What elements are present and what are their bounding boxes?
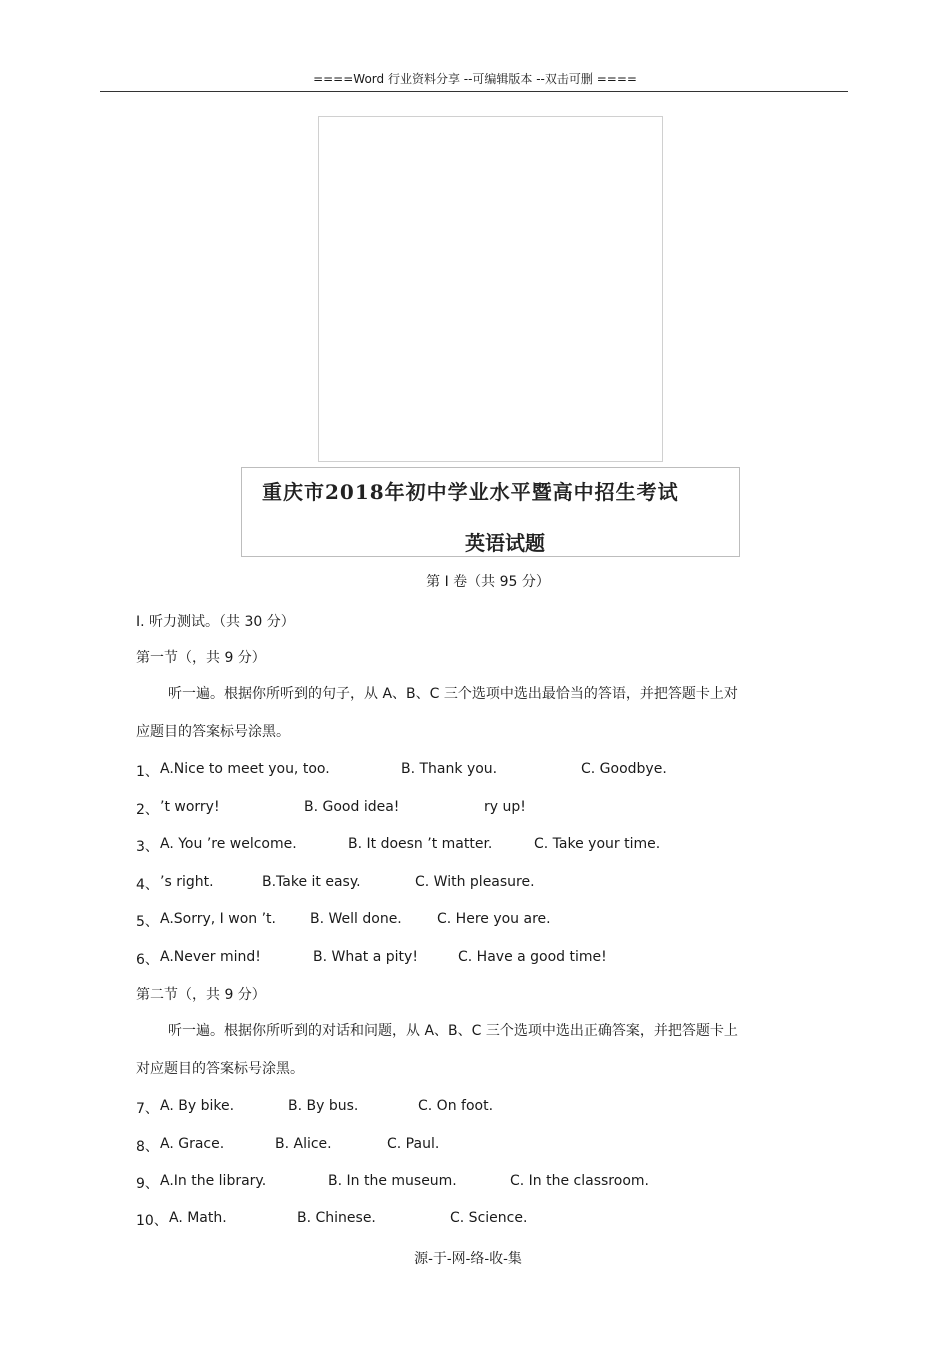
option-c: C. Paul. <box>387 1136 440 1152</box>
option-b: B. In the museum. <box>328 1173 457 1189</box>
header-rule <box>100 91 848 92</box>
option-b: B. Good idea! <box>304 799 400 815</box>
option-c: C. Here you are. <box>437 911 551 927</box>
option-b: B. By bus. <box>288 1098 359 1114</box>
blank-image-area <box>318 116 663 462</box>
option-a: A.Sorry, I won ’t. <box>160 911 276 927</box>
option-c: C. In the classroom. <box>510 1173 649 1189</box>
section1-instruction-line1: 听一遍。根据你所听到的句子，从 A、B、C 三个选项中选出最恰当的答语，并把答题卡上对 <box>168 686 738 702</box>
exam-title: 重庆市2018年初中学业水平暨高中招生考试 <box>262 480 679 504</box>
question-number: 2、 <box>136 802 159 818</box>
question-number: 6、 <box>136 952 159 968</box>
question-number: 10、 <box>136 1213 168 1229</box>
option-c: C. Goodbye. <box>581 761 667 777</box>
option-b: B. What a pity! <box>313 949 418 965</box>
part-heading: I. 听力测试。（共 30 分） <box>136 614 295 630</box>
option-b: B. It doesn ’t matter. <box>348 836 493 852</box>
option-a: A. By bike. <box>160 1098 235 1114</box>
option-a: ’t worry! <box>160 799 220 815</box>
option-a: A. Grace. <box>160 1136 225 1152</box>
question-number: 8、 <box>136 1139 159 1155</box>
section2-instruction-line1: 听一遍。根据你所听到的对话和问题，从 A、B、C 三个选项中选出正确答案，并把答题卡上 <box>168 1023 738 1039</box>
option-b: B. Thank you. <box>401 761 498 777</box>
option-c: C. On foot. <box>418 1098 494 1114</box>
option-a: A. You ’re welcome. <box>160 836 297 852</box>
question-number: 1、 <box>136 764 159 780</box>
question-number: 4、 <box>136 877 159 893</box>
section2-heading: 第二节（，共 9 分） <box>136 987 266 1003</box>
option-b: B.Take it easy. <box>262 874 361 890</box>
option-b: B. Chinese. <box>297 1210 376 1226</box>
page-footer: 源-于-网-络-收-集 <box>414 1251 522 1267</box>
option-c: C. Have a good time! <box>458 949 607 965</box>
option-a: A.Never mind! <box>160 949 261 965</box>
option-b: B. Alice. <box>275 1136 332 1152</box>
question-number: 3、 <box>136 839 159 855</box>
exam-subtitle: 英语试题 <box>465 531 545 555</box>
option-b: B. Well done. <box>310 911 402 927</box>
question-number: 5、 <box>136 914 159 930</box>
option-c: C. With pleasure. <box>415 874 535 890</box>
option-c: C. Science. <box>450 1210 528 1226</box>
option-a: A. Math. <box>169 1210 227 1226</box>
question-number: 9、 <box>136 1176 159 1192</box>
section2-instruction-line2: 对应题目的答案标号涂黑。 <box>136 1061 304 1077</box>
option-a: ’s right. <box>160 874 214 890</box>
option-c: ry up! <box>484 799 526 815</box>
option-a: A.Nice to meet you, too. <box>160 761 330 777</box>
section1-instruction-line2: 应题目的答案标号涂黑。 <box>136 724 290 740</box>
volume-heading: 第 I 卷（共 95 分） <box>426 574 550 590</box>
section1-heading: 第一节（，共 9 分） <box>136 650 266 666</box>
option-c: C. Take your time. <box>534 836 661 852</box>
page-header: ====Word 行业资料分享 --可编辑版本 --双击可删 ==== <box>313 72 637 86</box>
option-a: A.In the library. <box>160 1173 267 1189</box>
question-number: 7、 <box>136 1101 159 1117</box>
